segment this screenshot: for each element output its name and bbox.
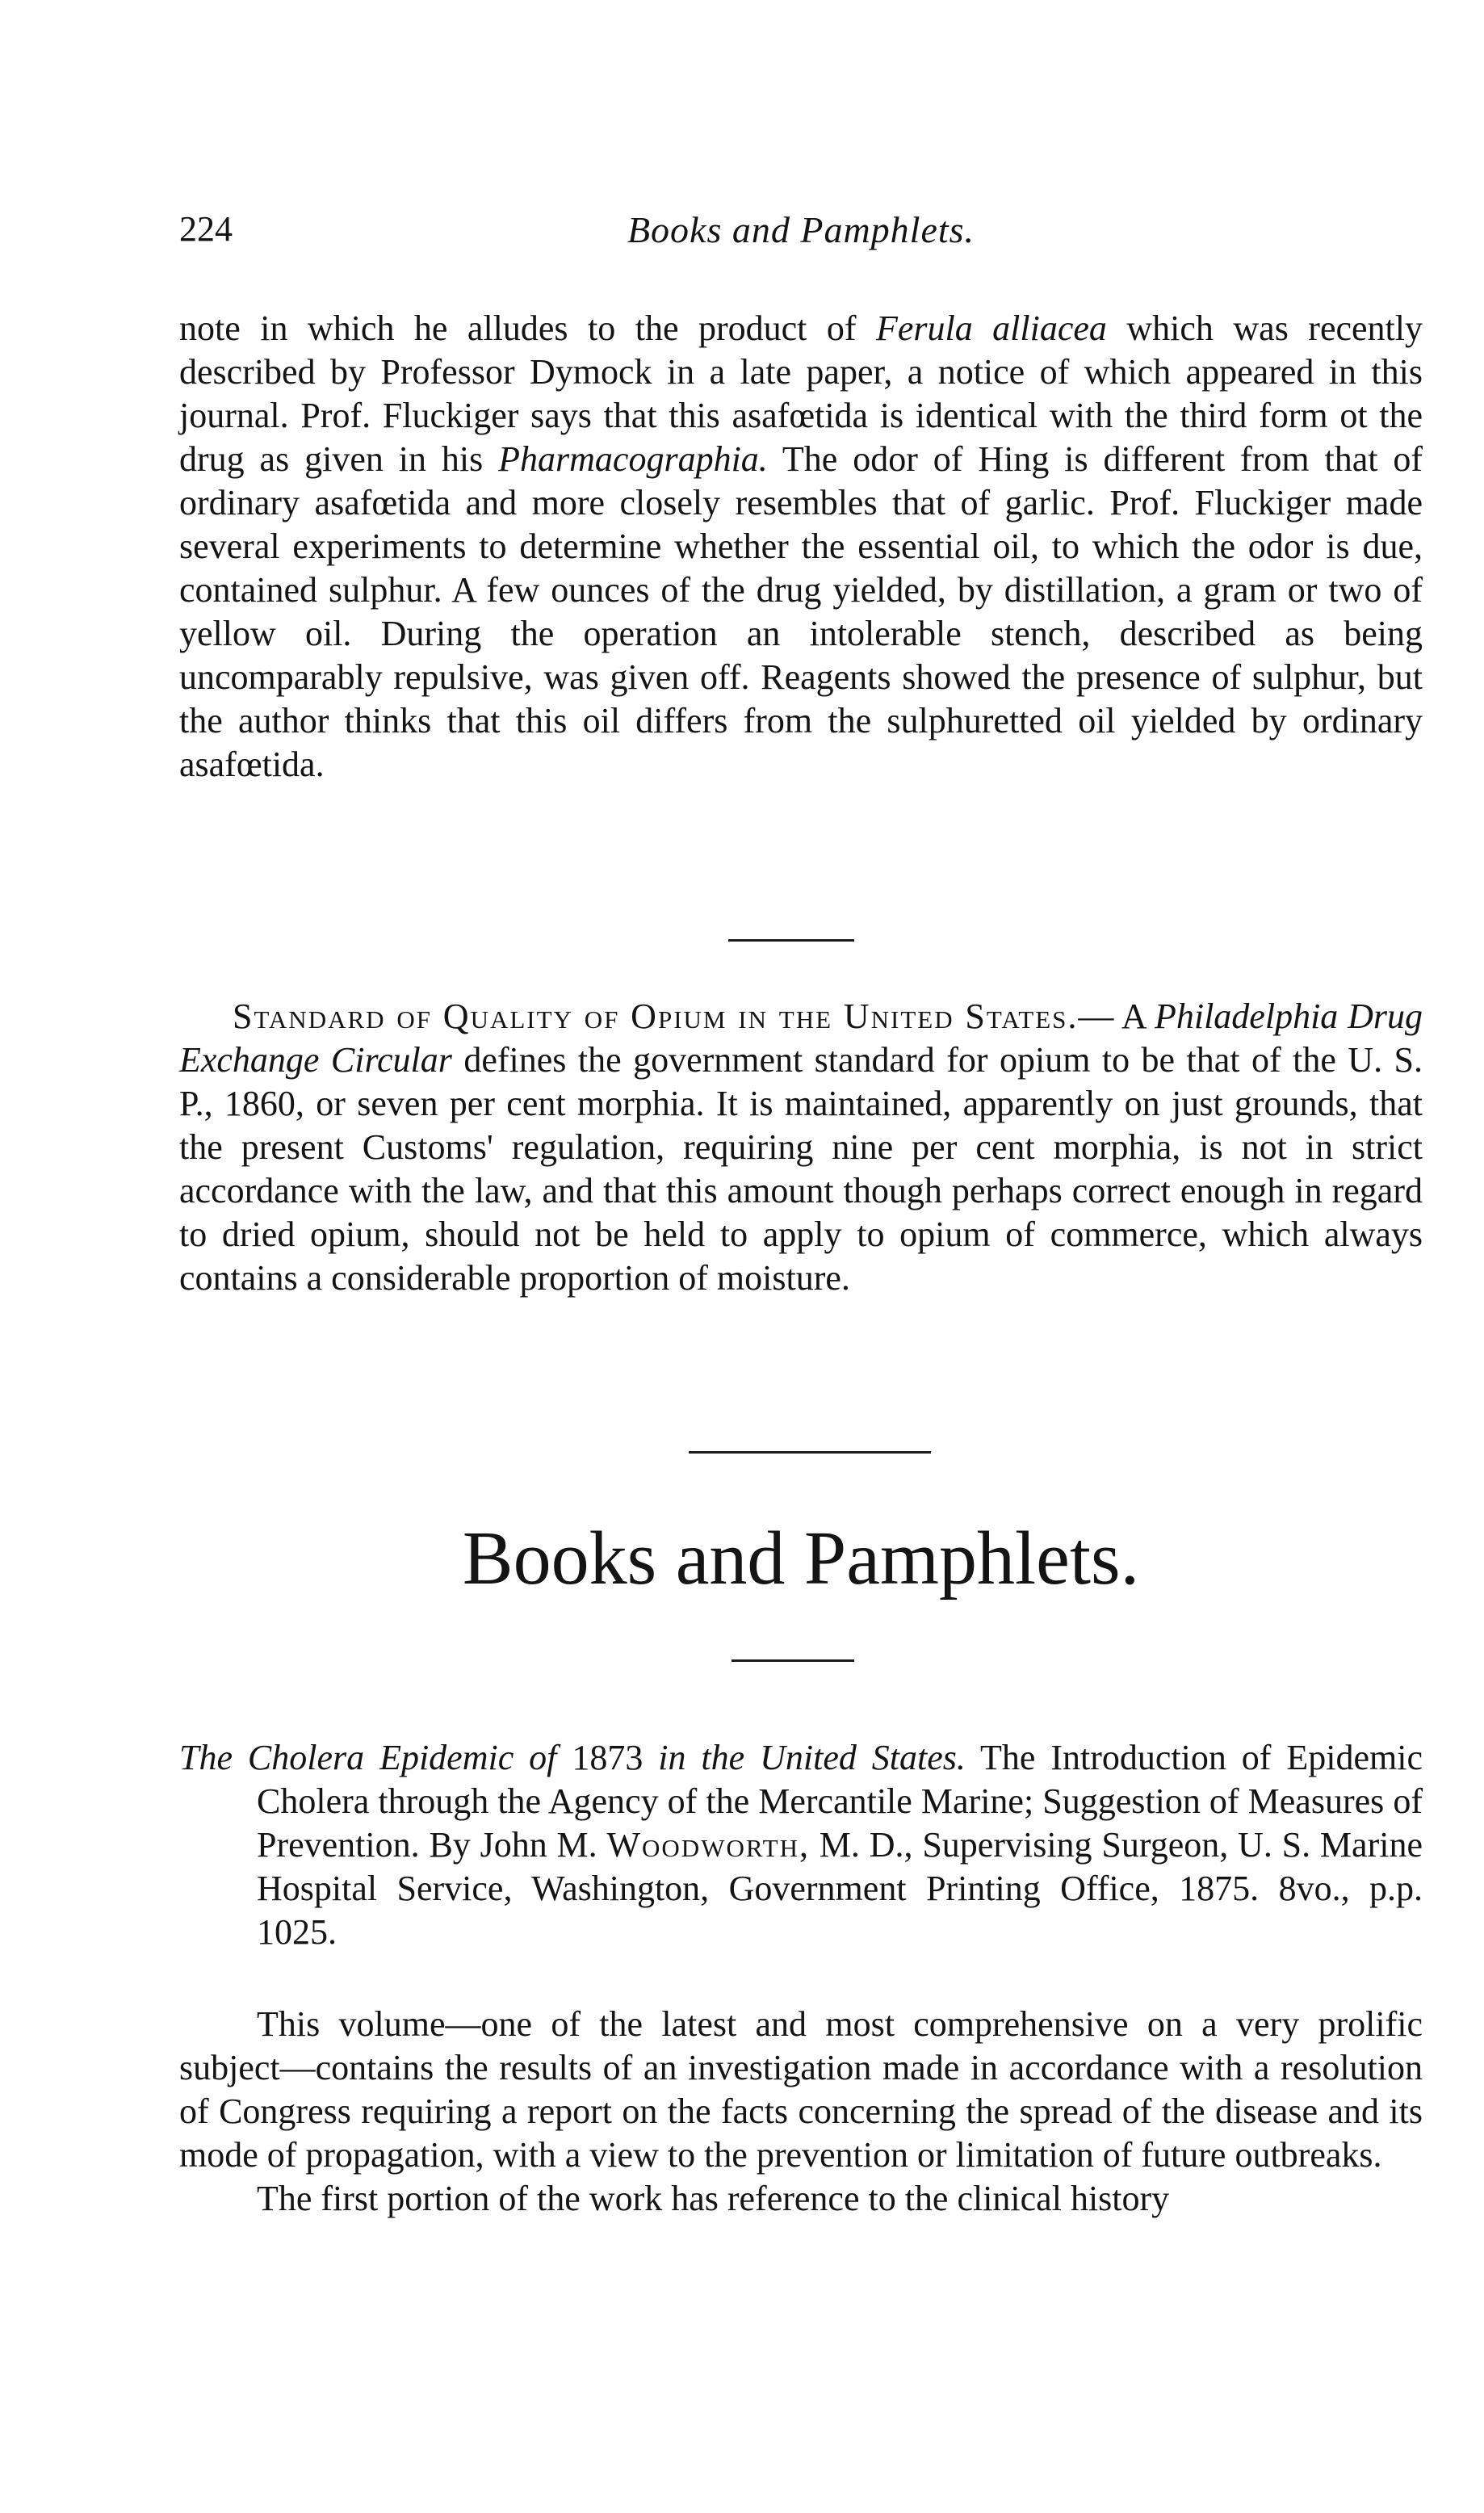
asafoetida-paragraph — [179, 307, 1423, 787]
review-paragraph: The first portion of the work has reference to the clinical history — [257, 2179, 1170, 2218]
running-head — [179, 208, 1423, 265]
separator-rule — [728, 939, 854, 942]
opium-paragraph — [179, 995, 1423, 1300]
section-heading: Books and Pamphlets. — [462, 1517, 1140, 1601]
book-title-year: 1873 — [572, 1738, 643, 1777]
italic-species-name: Ferula alliacea — [875, 308, 1107, 348]
book-title-text: The Cholera Epidemic of — [179, 1738, 572, 1777]
review-text — [179, 2003, 1423, 2221]
running-title: Books and Pamphlets. — [627, 209, 975, 250]
paragraph-text: A — [1121, 996, 1155, 1036]
book-title-text: in the United States. — [643, 1738, 966, 1777]
italic-book-title: Pharmacographia. — [498, 439, 768, 479]
heading-dash: — — [1078, 996, 1114, 1036]
paragraph-text: defines the government standard for opium to be that of the U. S. P., 1860, or seven per cent morphia. It is maintained, apparently on just grounds, that the present Customs' regulation, requiring nine per cent morphia, is not in strict accordance with the law, and that this amount though perhaps correct enough in regard to dried opium, should not be held to apply to opium of commerce, which always contains a considerable proportion of moisture. — [179, 1040, 1423, 1298]
book-description: M. D., Supervising Surgeon, U. S. Marine Hospital Service, Washington, Government Printing Office, 1875. 8vo., p.p. 1025. — [257, 1825, 1423, 1952]
book-title — [179, 1738, 966, 1777]
book-author: Woodworth, — [606, 1825, 810, 1865]
paragraph-text: which was recently described by Professor Dymock in a late paper, a notice of which appeared in this journal. Prof. Fluckiger says that this asafœtida is identical with the third form ot the drug as given in his — [179, 308, 1423, 479]
book-entry — [179, 1736, 1423, 1954]
page-number: 224 — [179, 209, 233, 249]
review-paragraph: This volume—one of the latest and most comprehensive on a very prolific subject—contains the results of an investigation made in accordance with a resolution of Congress requiring a report on the facts concerning the spread of the disease and its mode of propagation, with a view to the prevention or limitation of future outbreaks. — [179, 2004, 1423, 2175]
separator-rule — [732, 1659, 854, 1662]
paragraph-text: The odor of Hing is different from that of ordinary asafœtida and more closely resembles that of garlic. Prof. Fluckiger made several experiments to determine whether the essential oil, to which the odor is due, contained sulphur. A few ounces of the drug yielded, by distillation, a gram or two of yellow oil. During the operation an intolerable stench, described as being uncomparably repulsive, was given off. Reagents showed the presence of sulphur, but the author thinks that this oil differs from the sulphuretted oil yielded by ordinary asafœtida. — [179, 439, 1423, 784]
book-description: The Introduction of Epidemic Cholera through the Agency of the Mercantile Marine; Suggestion of Measures of Prevention. By John M. — [257, 1738, 1423, 1865]
separator-rule — [689, 1451, 931, 1454]
paragraph-text: note in which he alludes to the product of — [179, 308, 876, 348]
opium-heading: Standard of Quality of Opium in the United States. — [233, 996, 1079, 1036]
italic-circular-title: Philadelphia Drug Exchange Circular — [179, 996, 1423, 1080]
